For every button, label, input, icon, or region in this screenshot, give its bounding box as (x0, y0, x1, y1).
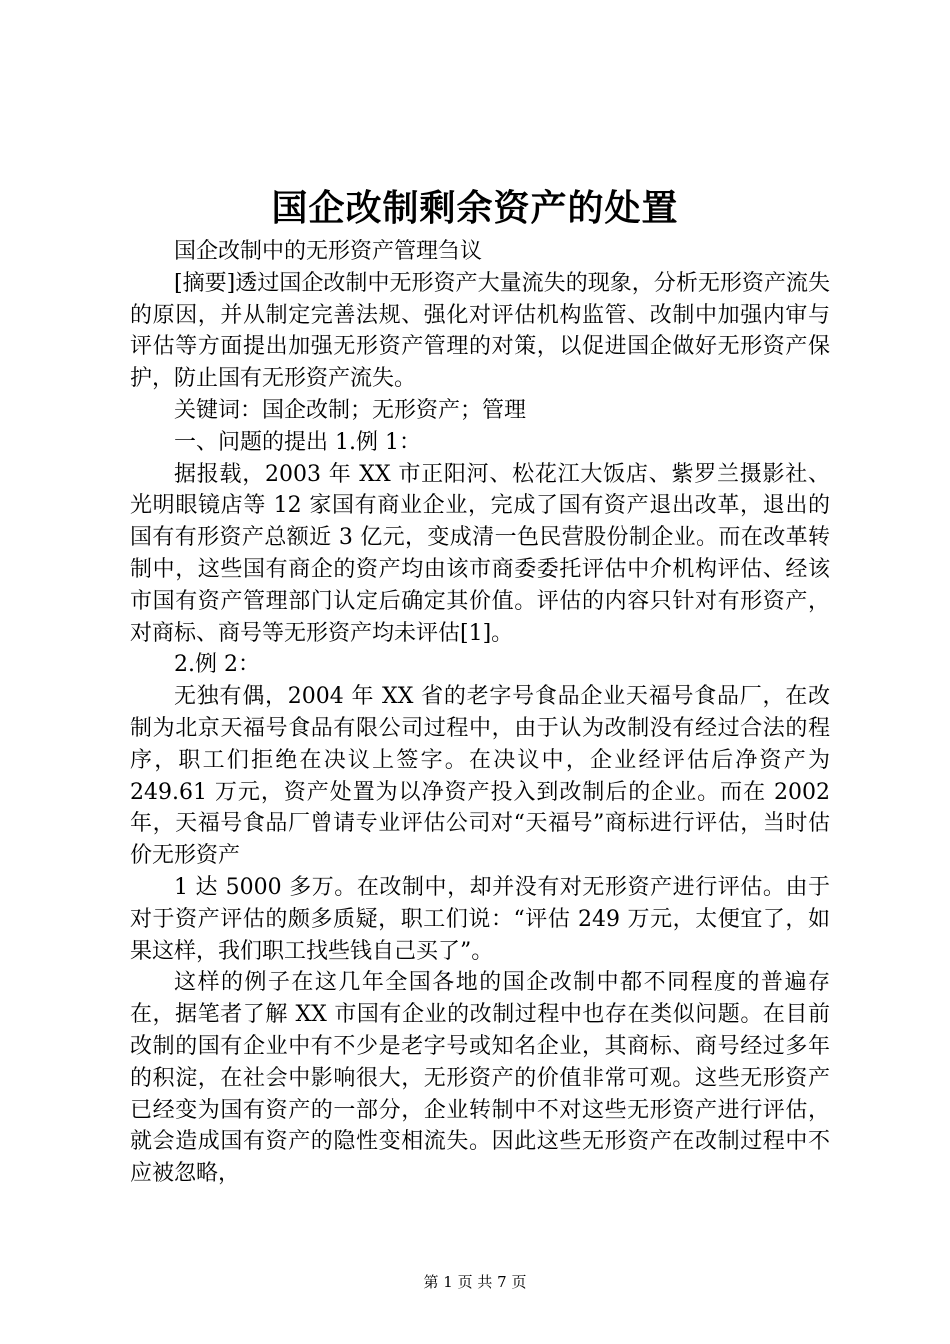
body-paragraph: 据报载，2003 年 XX 市正阳河、松花江大饭店、紫罗兰摄影社、光明眼镜店等 12 家国有商业企业，完成了国有资产退出改革，退出的国有有形资产总额近 3 亿元，变成清一色民营股份制企业。而在改革转制中，这些国有商企的资产均由该市商委委托评估中介机构评估、经该市国有资产管理部门认定后确定其价值。评估的内容只针对有形资产，对商标、商号等无形资产均未评估[1]。 (130, 461, 830, 646)
section-heading: 一、问题的提出 1.例 1： (174, 429, 421, 455)
page-footer: 第 1 页 共 7 页 (423, 1273, 527, 1291)
example-heading: 2.例 2： (174, 652, 260, 678)
body-paragraph: 无独有偶，2004 年 XX 省的老字号食品企业天福号食品厂，在改制为北京天福号食品有限公司过程中，由于认为改制没有经过合法的程序，职工们拒绝在决议上签字。在决议中，企业经评估后净资产为 249.61 万元，资产处置为以净资产投入到改制后的企业。而在 2002 年，天福号食品厂曾请专业评估公司对“天福号”商标进行评估，当时估价无形资产 (130, 684, 830, 869)
subtitle-paragraph: 国企改制中的无形资产管理刍议 (174, 239, 483, 264)
document-title: 国企改制剩余资产的处置 (271, 187, 679, 229)
body-paragraph: 1 达 5000 多万。在改制中，却并没有对无形资产进行评估。由于对于资产评估的颇多质疑，职工们说：“评估 249 万元，太便宜了，如果这样，我们职工找些钱自己买了”。 (130, 874, 830, 964)
keywords-paragraph: 关键词：国企改制；无形资产；管理 (174, 397, 527, 423)
document-body (130, 236, 830, 1190)
abstract-paragraph: [摘要]透过国企改制中无形资产大量流失的现象，分析无形资产流失的原因，并从制定完善法规、强化对评估机构监管、改制中加强内审与评估等方面提出加强无形资产管理的对策，以促进国企做好无形资产保护，防止国有无形资产流失。 (130, 270, 830, 392)
body-paragraph: 这样的例子在这几年全国各地的国企改制中都不同程度的普遍存在，据笔者了解 XX 市国有企业的改制过程中也存在类似问题。在目前改制的国有企业中有不少是老字号或知名企业，其商标、商号经过多年的积淀，在社会中影响很大，无形资产的价值非常可观。这些无形资产已经变为国有资产的一部分，企业转制中不对这些无形资产进行评估，就会造成国有资产的隐性变相流失。因此这些无形资产在改制过程中不应被忽略， (130, 970, 830, 1187)
